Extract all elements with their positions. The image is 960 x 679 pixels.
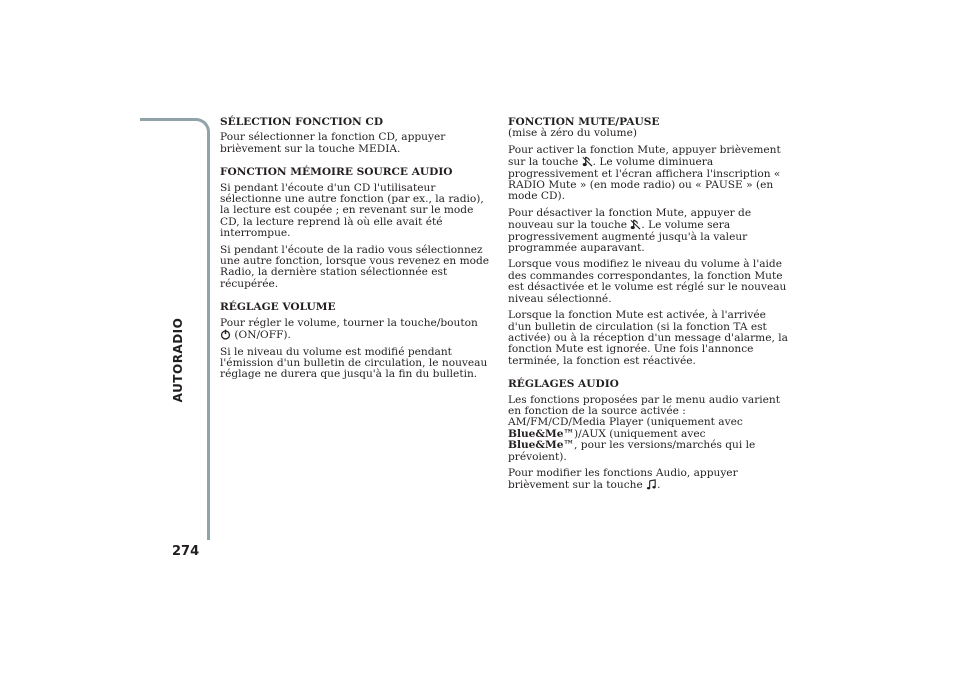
brand-name: Blue&Me™ <box>508 439 575 452</box>
text-span: , pour les versions/marchés qui le prévoient). <box>508 439 756 463</box>
right-column <box>508 117 788 497</box>
paragraph: Pour sélectionner la fonction CD, appuyer brièvement sur la touche MEDIA. <box>220 131 446 155</box>
mute-icon <box>630 219 641 230</box>
heading-selection-cd: SÉLECTION FONCTION CD <box>220 116 384 128</box>
left-column <box>220 117 495 386</box>
text-span: Les fonctions proposées par le menu audio varient en fonction de la source activée : <box>508 393 781 417</box>
text-span: Pour régler le volume, tourner la touche/bouton <box>220 316 478 329</box>
heading-reglages-audio: RÉGLAGES AUDIO <box>508 378 619 391</box>
paragraph: Si pendant l'écoute d'un CD l'utilisateur sélectionne une autre fonction (par ex., la radio), la lecture est coupée ; en revenant sur le mode CD, la lecture reprend là où elle avait été interrompue. <box>220 181 484 240</box>
paragraph-audio-modify <box>508 468 788 492</box>
text-span: Pour activer la fonction Mute, appuyer brièvement sur la touche <box>508 143 781 169</box>
mute-icon <box>582 156 593 167</box>
text-span: . <box>657 479 661 492</box>
text-span: Pour désactiver la fonction Mute, appuyer de nouveau sur la touche <box>508 206 752 232</box>
heading-mute-pause: FONCTION MUTE/PAUSE <box>508 116 660 128</box>
paragraph-mute-deactivate <box>508 208 788 255</box>
paragraph-audio-sources <box>508 395 788 463</box>
heading-memoire-source: FONCTION MÉMOIRE SOURCE AUDIO <box>220 166 453 179</box>
page-number: 274 <box>172 544 200 559</box>
paragraph: Si pendant l'écoute de la radio vous sélectionnez une autre fonction, lorsque vous revenez en mode Radio, la dernière station sélectionnée est récupérée. <box>220 243 490 290</box>
text-span: AM/FM/CD/Media Player (uniquement avec <box>508 416 743 429</box>
text-span: . Le volume sera progressivement augmenté jusqu'à la valeur programmée auparavant. <box>508 219 748 255</box>
heading-reglage-volume: RÉGLAGE VOLUME <box>220 301 336 314</box>
text-span: . Le volume diminuera progressivement et l'écran affichera l'inscription « RADIO Mute » (en mode radio) ou « PAUSE » (en mode CD). <box>508 156 781 203</box>
paragraph: Lorsque vous modifiez le niveau du volume à l'aide des commandes correspondantes, la fonction Mute est désactivée et le volume est réglé sur le nouveau niveau sélectionné. <box>508 258 787 305</box>
paragraph-mute-activate <box>508 145 788 203</box>
power-knob-icon <box>220 329 231 340</box>
paragraph: Si le niveau du volume est modifié pendant l'émission d'un bulletin de circulation, le nouveau réglage ne durera que jusqu'à la fin du bulletin. <box>220 345 488 381</box>
text-span: Pour modifier les fonctions Audio, appuyer brièvement sur la touche <box>508 466 738 492</box>
section-side-label: AUTORADIO <box>171 317 185 403</box>
text-span: )/AUX (uniquement avec <box>574 427 706 440</box>
music-note-icon <box>646 479 657 490</box>
heading-subtitle: (mise à zéro du volume) <box>508 127 637 140</box>
brand-name: Blue&Me™ <box>508 427 575 440</box>
text-span: (ON/OFF). <box>234 329 291 342</box>
paragraph: Lorsque la fonction Mute est activée, à l'arrivée d'un bulletin de circulation (si la fonction TA est activée) ou à la réception d'un message d'alarme, la fonction Mute est ignorée. Une fois l'annonce terminée, la fonction est réactivée. <box>508 309 788 367</box>
paragraph-volume <box>220 318 495 342</box>
